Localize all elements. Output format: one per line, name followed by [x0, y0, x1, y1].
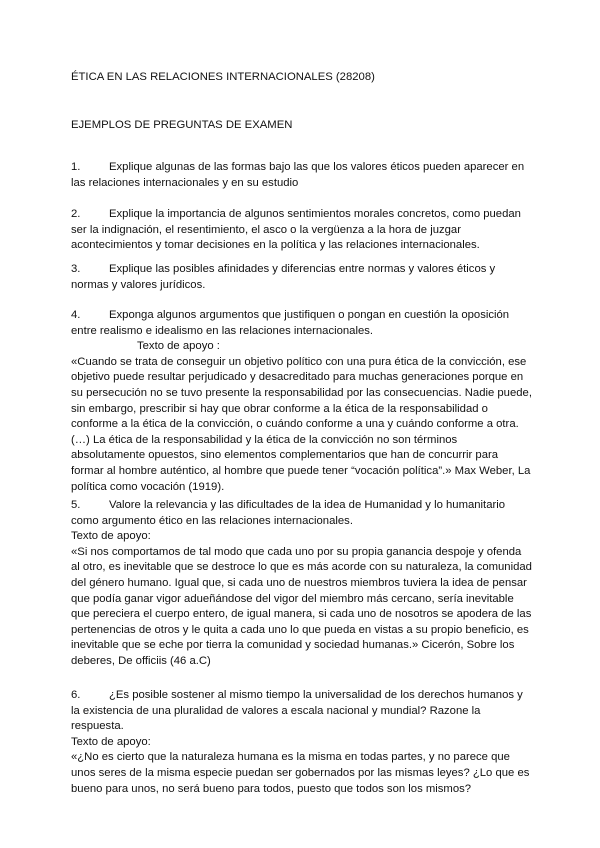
support-text-label: Texto de apoyo: [71, 735, 151, 748]
question-5 [71, 498, 533, 670]
question-6-text: 6. ¿Es posible sostener al mismo tiempo la universalidad de los derechos humanos y la existencia de una pluralidad de valores a escala nacional y mundial? Razone la respuesta. [71, 689, 523, 733]
question-2-text: 2. Explique la importancia de algunos sentimientos morales concretos, como puedan ser la indignación, el resentimiento, el asco o la vergüenza a la hora de juzgar acontecimientos y tomar decisiones en la política y las relaciones internacionales. [71, 208, 521, 252]
question-4 [71, 308, 533, 495]
support-text-quote: «Si nos comportamos de tal modo que cada uno por su propia ganancia despoje y ofenda al otro, es inevitable que se destroce lo que es más acorde con su naturaleza, la comunidad del género humano. Igual que, si cada uno de nuestros miembros tuviera la idea de pensar que podía ganar vigor adueñándose del vigor del miembro más cercano, sería inevitable que pereciera el cuerpo entero, de igual manera, si cada uno de nosotros se apodera de las pertenencias de otros y le quita a cada uno lo que pueda en vistas a su propio beneficio, es inevitable que se eche por tierra la comunidad y sociedad humanas.» Cicerón, Sobre los deberes, De officiis (46 a.C) [71, 545, 532, 667]
support-text-label: Texto de apoyo: [71, 530, 151, 543]
question-1 [71, 160, 533, 191]
support-text-quote: «Cuando se trata de conseguir un objetivo político con una pura ética de la convicción, ese objetivo puede resultar perjudicado y desacreditado para muchas generaciones porque en su persecución no se tuvo presente la responsabilidad por las consecuencias. Nadie puede, sin embargo, prescribir si hay que obrar conforme a la ética de la responsabilidad o conforme a la ética de la convicción, o cuándo conforme a una y cuándo conforme a otra. (…) La ética de la responsabilidad y la ética de la convicción no son términos absolutamente opuestos, sino elementos complementarios que han de concurrir para formar al hombre auténtico, al hombre que puede tener “vocación política”.» Max Weber, La política como vocación (1919). [71, 355, 532, 493]
document-subtitle: EJEMPLOS DE PREGUNTAS DE EXAMEN [71, 119, 293, 131]
question-number: 2. [71, 208, 81, 220]
support-text-label: Texto de apoyo : [137, 340, 220, 353]
question-number: 5. [71, 499, 81, 511]
question-number: 6. [71, 689, 81, 701]
question-3-text: 3. Explique las posibles afinidades y diferencias entre normas y valores éticos y normas y valores jurídicos. [71, 263, 496, 291]
support-text-quote: «¿No es cierto que la naturaleza humana es la misma en todas partes, y no parece que unos seres de la misma especie puedan ser gobernados por las mismas leyes? ¿Lo que es bueno para unos, no será bueno para todos, puesto que todos son los mismos? [71, 751, 530, 795]
question-6 [71, 688, 533, 797]
question-number: 1. [71, 161, 81, 173]
question-4-text: 4. Exponga algunos argumentos que justifiquen o pongan en cuestión la oposición entre realismo e idealismo en las relaciones internacionales. [71, 309, 510, 337]
question-number: 3. [71, 263, 81, 275]
question-2 [71, 207, 533, 254]
question-number: 4. [71, 309, 81, 321]
document-title: ÉTICA EN LAS RELACIONES INTERNACIONALES (28208) [71, 71, 375, 83]
question-3 [71, 262, 533, 293]
question-5-text: 5. Valore la relevancia y las dificultades de la idea de Humanidad y lo humanitario como argumento ético en las relaciones internacionales. [71, 499, 506, 527]
question-1-text: 1. Explique algunas de las formas bajo las que los valores éticos pueden aparecer en las relaciones internacionales y en su estudio [71, 161, 525, 189]
